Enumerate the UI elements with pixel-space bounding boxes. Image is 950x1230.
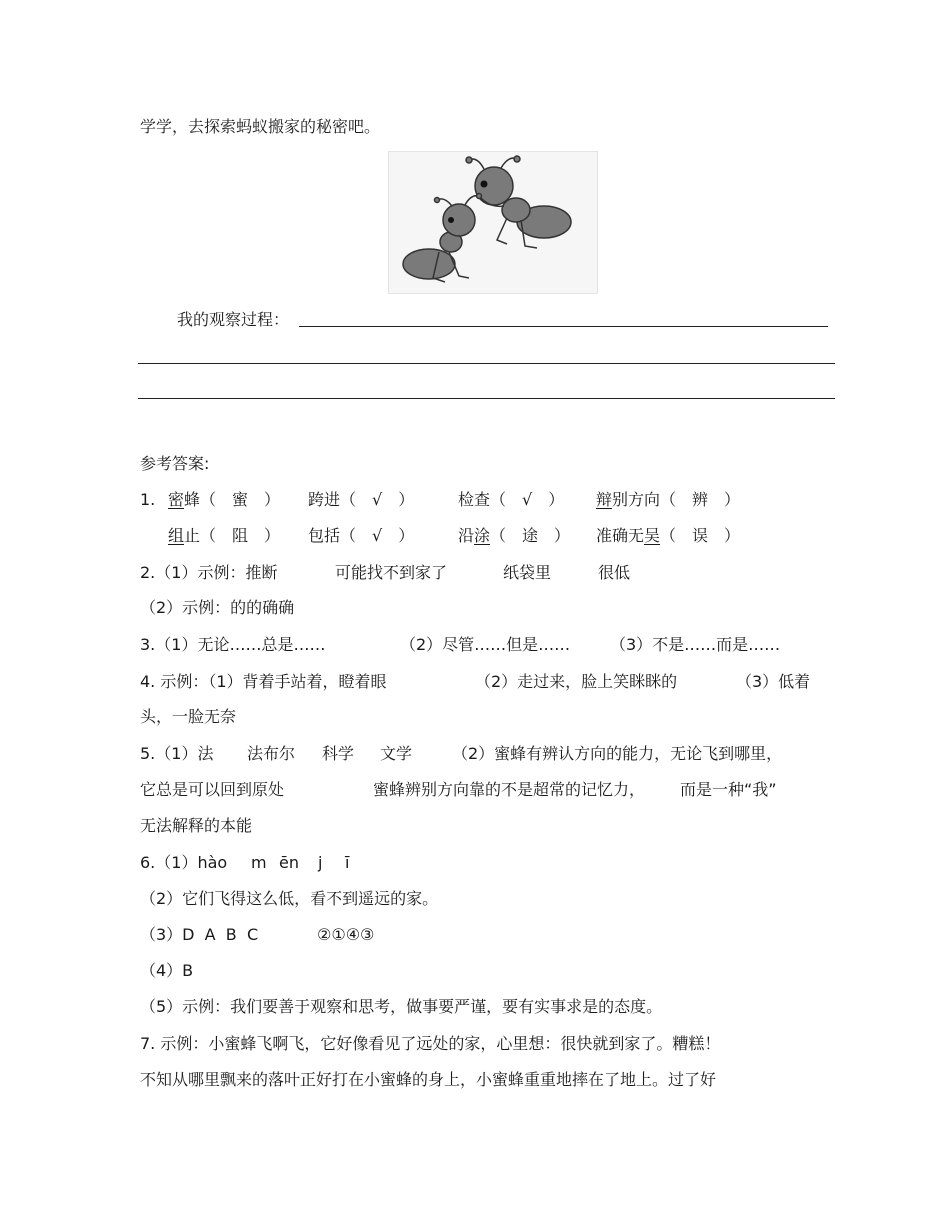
q1-item bbox=[308, 490, 414, 510]
q5-part: 法布尔 bbox=[247, 744, 296, 763]
q3-part: （3）不是……而是…… bbox=[610, 635, 781, 654]
q1-item-text: （ 误 ） bbox=[660, 526, 741, 545]
q5-part: 而是一种“我” bbox=[680, 780, 777, 799]
q1-item bbox=[458, 490, 564, 510]
q6-pinyin: 6.（1）hào bbox=[140, 853, 228, 872]
intro-text: 学学，去探索蚂蚁搬家的秘密吧。 bbox=[140, 117, 381, 136]
q5-part: 蜜蜂辨别方向靠的不是超常的记忆力， bbox=[373, 780, 646, 799]
observe-label: 我的观察过程： bbox=[177, 310, 290, 329]
observe-answer-line-1[interactable] bbox=[299, 326, 828, 327]
q5-part: 5.（1）法 bbox=[140, 744, 214, 763]
q6-part2: （2）它们飞得这么低，看不到遥远的家。 bbox=[140, 889, 439, 908]
q5-part: 文学 bbox=[380, 744, 413, 763]
q2-part1: 可能找不到家了 bbox=[335, 563, 448, 582]
q7-line1: 7. 示例：小蜜蜂飞啊飞，它好像看见了远处的家，心里想：很快就到家了。糟糕！ bbox=[140, 1034, 721, 1053]
ant-drawing bbox=[389, 152, 597, 293]
q1-item-underlined: 密 bbox=[168, 490, 185, 509]
answers-heading: 参考答案: bbox=[140, 454, 210, 473]
q6-part4: （4）B bbox=[140, 961, 194, 980]
ants-illustration bbox=[388, 151, 598, 294]
q1-item-text: 包括（ √ ） bbox=[308, 526, 415, 545]
q1-item bbox=[168, 526, 280, 546]
q1-item-text: 跨进（ √ ） bbox=[308, 490, 415, 509]
q1-item-prefix: 沿 bbox=[458, 526, 475, 545]
q2-part2: （2）示例：的的确确 bbox=[140, 598, 295, 617]
q1-item bbox=[596, 490, 740, 510]
q1-item-text: 止（ 阻 ） bbox=[184, 526, 281, 545]
q1-item-text: 别方向（ 辨 ） bbox=[612, 490, 741, 509]
q1-item-underlined: 组 bbox=[168, 526, 185, 545]
q6-part5: （5）示例：我们要善于观察和思考，做事要严谨，要有实事求是的态度。 bbox=[140, 997, 663, 1016]
q5-part: （2）蜜蜂有辨认方向的能力，无论飞到哪里， bbox=[452, 744, 783, 763]
q1-item-text: 检查（ √ ） bbox=[458, 490, 565, 509]
q4-part: 4. 示例：（1）背着手站着，瞪着眼 bbox=[140, 672, 387, 691]
q1-item bbox=[168, 490, 280, 510]
q7-line2: 不知从哪里飘来的落叶正好打在小蜜蜂的身上，小蜜蜂重重地摔在了地上。过了好 bbox=[140, 1070, 717, 1089]
q2-part1: 纸袋里 bbox=[503, 563, 552, 582]
q2-part1: 2.（1）示例：推断 bbox=[140, 563, 278, 582]
q1-item bbox=[596, 526, 740, 546]
q1-item-text: 蜂（ 蜜 ） bbox=[184, 490, 281, 509]
q3-part: 3.（1）无论……总是…… bbox=[140, 635, 326, 654]
q1-item-prefix: 准确无 bbox=[596, 526, 645, 545]
q6-pinyin: j bbox=[318, 853, 323, 872]
q1-item bbox=[458, 526, 570, 546]
q6-part3: （3）D A B C bbox=[140, 925, 259, 944]
q5-part: 科学 bbox=[322, 744, 355, 763]
q3-part: （2）尽管……但是…… bbox=[400, 635, 571, 654]
q4-part: （2）走过来，脸上笑眯眯的 bbox=[475, 672, 678, 691]
q5-continued: 无法解释的本能 bbox=[140, 816, 253, 835]
q4-part: （3）低着 bbox=[736, 672, 811, 691]
q5-part: 它总是可以回到原处 bbox=[140, 780, 285, 799]
q1-item-underlined: 辩 bbox=[596, 490, 613, 509]
q6-part3: ②①④③ bbox=[317, 925, 375, 944]
q4-continued: 头，一脸无奈 bbox=[140, 707, 237, 726]
q1-number: 1. bbox=[140, 490, 156, 509]
q1-item-text: （ 途 ） bbox=[490, 526, 571, 545]
q1-item-underlined: 涂 bbox=[474, 526, 491, 545]
q1-item bbox=[308, 526, 414, 546]
q6-pinyin: ī bbox=[345, 853, 350, 872]
q2-part1: 很低 bbox=[598, 563, 631, 582]
observe-answer-line-2[interactable] bbox=[138, 363, 835, 364]
q6-pinyin: ēn bbox=[279, 853, 299, 872]
q6-pinyin: m bbox=[251, 853, 267, 872]
q1-item-underlined: 吴 bbox=[644, 526, 661, 545]
observe-answer-line-3[interactable] bbox=[138, 398, 835, 399]
